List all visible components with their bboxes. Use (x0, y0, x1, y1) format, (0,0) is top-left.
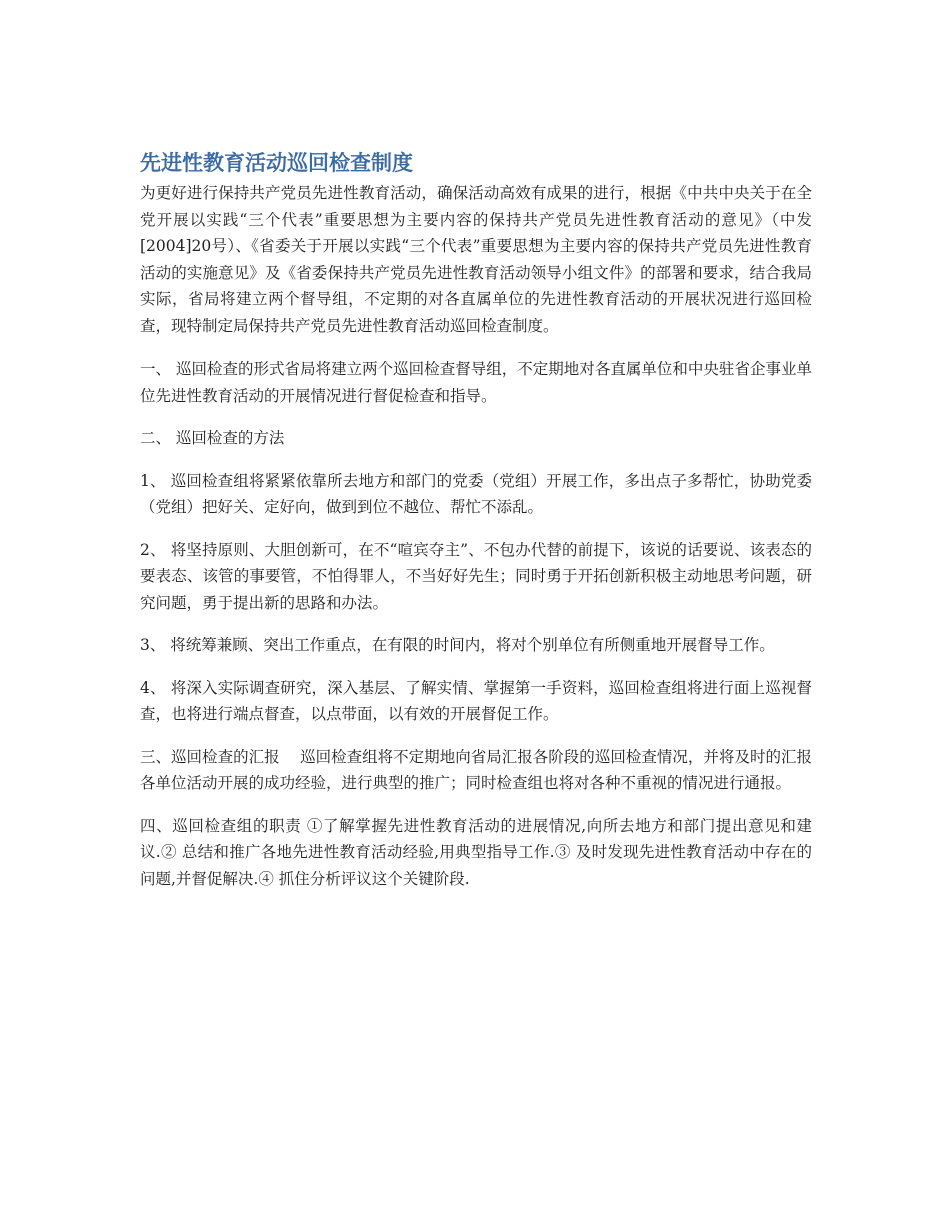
intro-paragraph: 为更好进行保持共产党员先进性教育活动，确保活动高效有成果的进行，根据《中共中央关于在全党开展以实践“三个代表”重要思想为主要内容的保持共产党员先进性教育活动的意见》（中发[2004]20号）、《省委关于开展以实践“三个代表”重要思想为主要内容的保持共产党员先进性教育活动的实施意见》及《省委保持共产党员先进性教育活动领导小组文件》的部署和要求，结合我局实际，省局将建立两个督导组，不定期的对各直属单位的先进性教育活动的开展状况进行巡回检查，现特制定局保持共产党员先进性教育活动巡回检查制度。 (140, 184, 812, 335)
method-item-2: 2、 将坚持原则、大胆创新可，在不“喧宾夺主”、不包办代替的前提下，该说的话要说、该表态的要表态、该管的事要管，不怕得罪人，不当好好先生；同时勇于开拓创新积极主动地思考问题，研究问题，勇于提出新的思路和办法。 (140, 540, 812, 612)
method-item-3: 3、 将统筹兼顾、突出工作重点，在有限的时间内，将对个别单位有所侧重地开展督导工作。 (140, 636, 775, 654)
section-4-duties: 四、巡回检查组的职责 ①了解掌握先进性教育活动的进展情况,向所去地方和部门提出意见和建议.② 总结和推广各地先进性教育活动经验,用典型指导工作.③ 及时发现先进性教育活动中存在的问题,并督促解决.④ 抓住分析评议这个关键阶段. (140, 816, 812, 888)
section-3-report: 三、巡回检查的汇报 巡回检查组将不定期地向省局汇报各阶段的巡回检查情况，并将及时的汇报各单位活动开展的成功经验，进行典型的推广；同时检查组也将对各种不重视的情况进行通报。 (140, 747, 812, 792)
section-1-form: 一、 巡回检查的形式省局将建立两个巡回检查督导组，不定期地对各直属单位和中央驻省企事业单位先进性教育活动的开展情况进行督促检查和指导。 (140, 360, 812, 405)
method-item-4: 4、 将深入实际调查研究，深入基层、了解实情、掌握第一手资料，巡回检查组将进行面上巡视督查，也将进行端点督查，以点带面，以有效的开展督促工作。 (140, 678, 812, 723)
method-item-1: 1、 巡回检查组将紧紧依靠所去地方和部门的党委（党组）开展工作，多出点子多帮忙，协助党委（党组）把好关、定好向，做到到位不越位、帮忙不添乱。 (140, 471, 812, 516)
section-2-heading: 二、 巡回检查的方法 (140, 429, 285, 447)
document-page (140, 148, 812, 908)
document-title: 先进性教育活动巡回检查制度 (140, 151, 413, 175)
